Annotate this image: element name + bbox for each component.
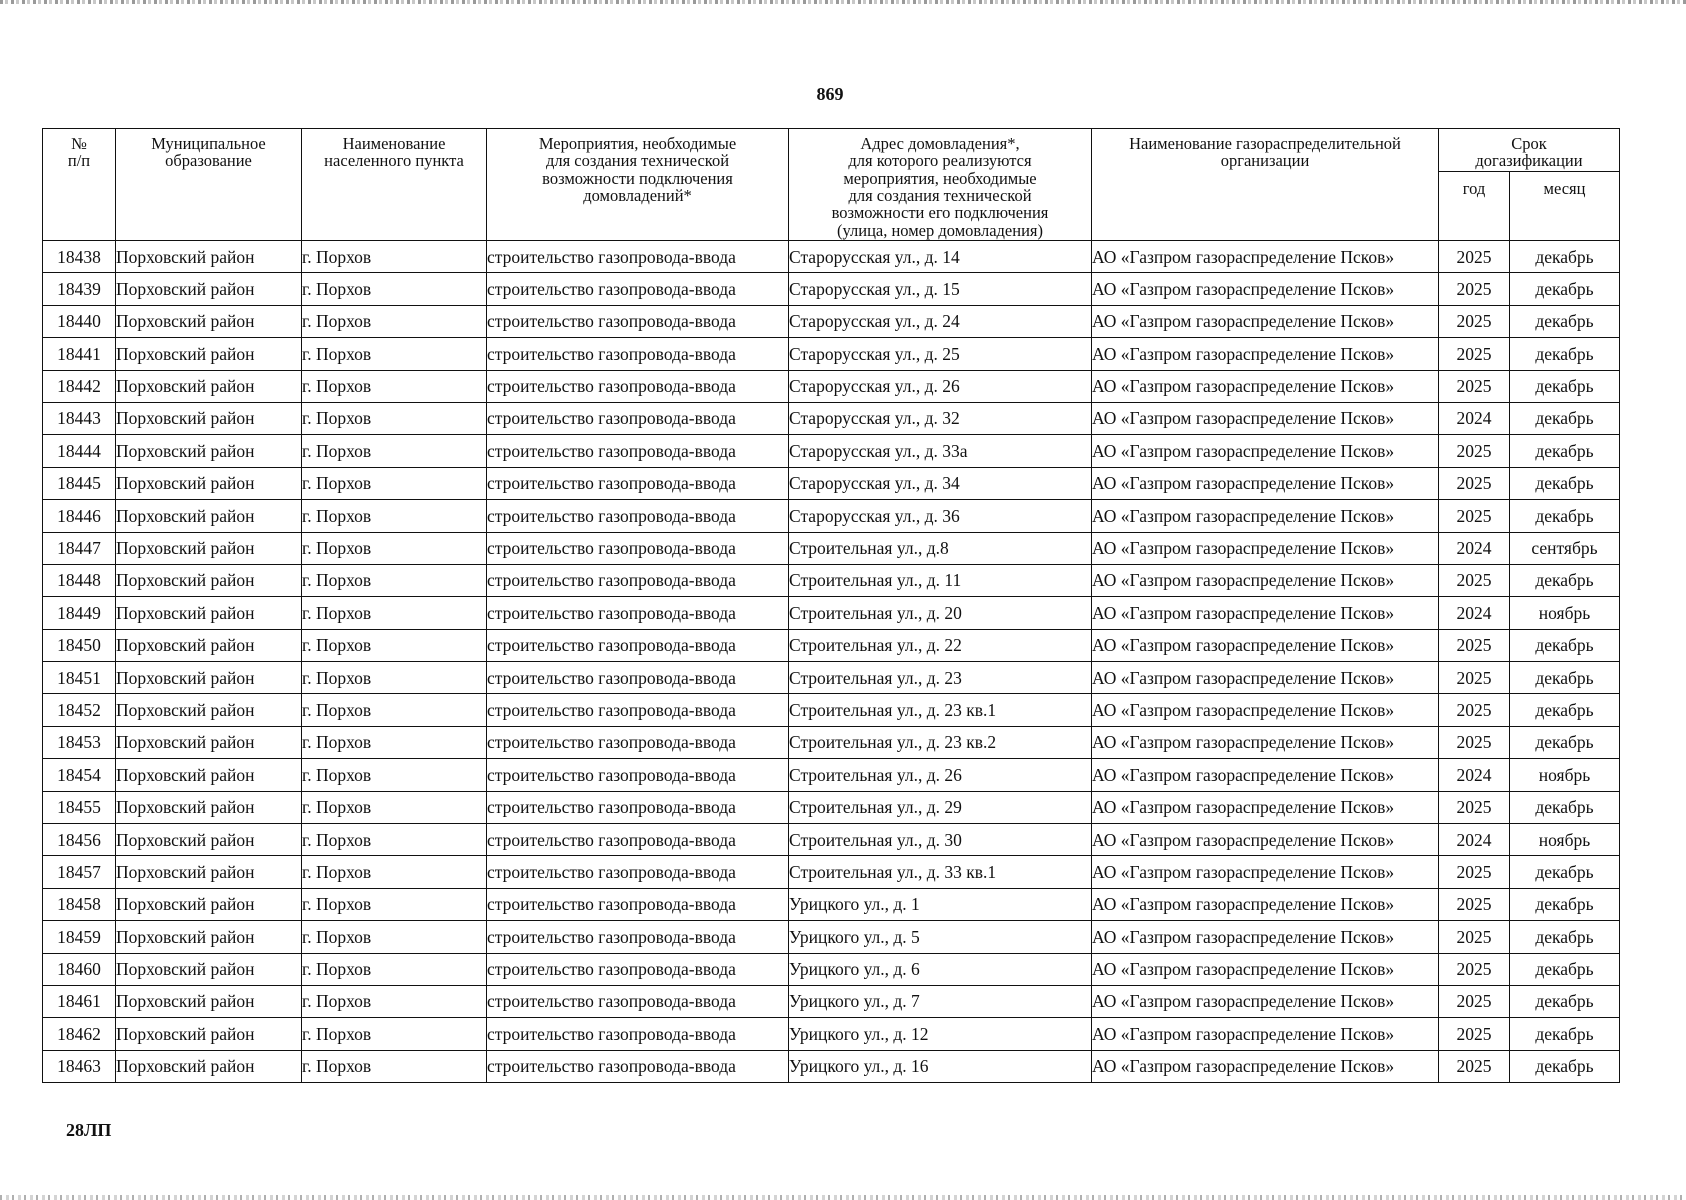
cell-month: декабрь: [1510, 370, 1620, 402]
header-settlement: [302, 129, 487, 241]
cell-address: Строительная ул., д. 23 кв.1: [789, 694, 1092, 726]
cell-organization: АО «Газпром газораспределение Псков»: [1092, 500, 1439, 532]
scan-edge-top: [0, 0, 1686, 4]
cell-settlement: г. Порхов: [302, 759, 487, 791]
cell-organization: АО «Газпром газораспределение Псков»: [1092, 726, 1439, 758]
cell-activity: строительство газопровода-ввода: [487, 597, 789, 629]
table-row: [43, 402, 1620, 434]
header-year: год: [1439, 172, 1510, 241]
cell-activity: строительство газопровода-ввода: [487, 402, 789, 434]
header-activities: [487, 129, 789, 241]
cell-year: 2025: [1439, 273, 1510, 305]
cell-municipality: Порховский район: [116, 1050, 302, 1082]
cell-activity: строительство газопровода-ввода: [487, 888, 789, 920]
cell-organization: АО «Газпром газораспределение Псков»: [1092, 564, 1439, 596]
cell-organization: АО «Газпром газораспределение Псков»: [1092, 824, 1439, 856]
cell-organization: АО «Газпром газораспределение Псков»: [1092, 1018, 1439, 1050]
table-row: [43, 694, 1620, 726]
cell-settlement: г. Порхов: [302, 662, 487, 694]
cell-municipality: Порховский район: [116, 1018, 302, 1050]
cell-settlement: г. Порхов: [302, 888, 487, 920]
cell-organization: АО «Газпром газораспределение Псков»: [1092, 791, 1439, 823]
cell-organization: АО «Газпром газораспределение Псков»: [1092, 338, 1439, 370]
cell-num: 18446: [43, 500, 116, 532]
cell-num: 18450: [43, 629, 116, 661]
cell-settlement: г. Порхов: [302, 500, 487, 532]
cell-activity: строительство газопровода-ввода: [487, 694, 789, 726]
header-organization-label: Наименование газораспределительной организации: [1129, 134, 1401, 171]
table-row: [43, 338, 1620, 370]
cell-municipality: Порховский район: [116, 694, 302, 726]
cell-municipality: Порховский район: [116, 824, 302, 856]
table-row: [43, 597, 1620, 629]
cell-num: 18438: [43, 241, 116, 273]
cell-month: декабрь: [1510, 629, 1620, 661]
cell-year: 2025: [1439, 1018, 1510, 1050]
cell-address: Урицкого ул., д. 1: [789, 888, 1092, 920]
gasification-table: [42, 128, 1620, 1083]
header-address: [789, 129, 1092, 241]
cell-organization: АО «Газпром газораспределение Псков»: [1092, 241, 1439, 273]
table-row: [43, 435, 1620, 467]
cell-month: декабрь: [1510, 662, 1620, 694]
header-address-label: Адрес домовладения*, для которого реализуются мероприятия, необходимые для создания технической возможности его подключения (улица, номер домовладения): [831, 134, 1049, 240]
cell-month: декабрь: [1510, 435, 1620, 467]
cell-month: декабрь: [1510, 305, 1620, 337]
cell-activity: строительство газопровода-ввода: [487, 338, 789, 370]
cell-year: 2025: [1439, 726, 1510, 758]
cell-organization: АО «Газпром газораспределение Псков»: [1092, 402, 1439, 434]
cell-settlement: г. Порхов: [302, 856, 487, 888]
cell-year: 2025: [1439, 629, 1510, 661]
cell-activity: строительство газопровода-ввода: [487, 241, 789, 273]
table-row: [43, 759, 1620, 791]
cell-month: декабрь: [1510, 402, 1620, 434]
cell-year: 2024: [1439, 532, 1510, 564]
cell-organization: АО «Газпром газораспределение Псков»: [1092, 629, 1439, 661]
cell-num: 18455: [43, 791, 116, 823]
table-row: [43, 985, 1620, 1017]
cell-num: 18440: [43, 305, 116, 337]
cell-organization: АО «Газпром газораспределение Псков»: [1092, 532, 1439, 564]
cell-month: ноябрь: [1510, 759, 1620, 791]
cell-address: Урицкого ул., д. 12: [789, 1018, 1092, 1050]
cell-month: декабрь: [1510, 791, 1620, 823]
header-deadline-label: Срок догазификации: [1475, 134, 1583, 171]
cell-year: 2025: [1439, 1050, 1510, 1082]
cell-year: 2025: [1439, 662, 1510, 694]
cell-organization: АО «Газпром газораспределение Псков»: [1092, 273, 1439, 305]
cell-month: декабрь: [1510, 338, 1620, 370]
cell-month: ноябрь: [1510, 824, 1620, 856]
header-municipality: [116, 129, 302, 241]
cell-num: 18456: [43, 824, 116, 856]
cell-address: Старорусская ул., д. 32: [789, 402, 1092, 434]
cell-settlement: г. Порхов: [302, 467, 487, 499]
cell-municipality: Порховский район: [116, 564, 302, 596]
cell-month: декабрь: [1510, 1018, 1620, 1050]
cell-month: декабрь: [1510, 241, 1620, 273]
cell-address: Урицкого ул., д. 6: [789, 953, 1092, 985]
cell-year: 2024: [1439, 824, 1510, 856]
cell-activity: строительство газопровода-ввода: [487, 370, 789, 402]
cell-settlement: г. Порхов: [302, 694, 487, 726]
cell-activity: строительство газопровода-ввода: [487, 564, 789, 596]
table-header: [43, 129, 1620, 241]
header-num: [43, 129, 116, 241]
cell-address: Строительная ул., д. 33 кв.1: [789, 856, 1092, 888]
cell-organization: АО «Газпром газораспределение Псков»: [1092, 435, 1439, 467]
cell-organization: АО «Газпром газораспределение Псков»: [1092, 985, 1439, 1017]
cell-settlement: г. Порхов: [302, 532, 487, 564]
cell-settlement: г. Порхов: [302, 953, 487, 985]
cell-address: Строительная ул., д. 26: [789, 759, 1092, 791]
cell-address: Строительная ул., д. 20: [789, 597, 1092, 629]
cell-num: 18448: [43, 564, 116, 596]
cell-activity: строительство газопровода-ввода: [487, 824, 789, 856]
cell-year: 2025: [1439, 985, 1510, 1017]
cell-activity: строительство газопровода-ввода: [487, 953, 789, 985]
cell-address: Строительная ул., д. 23: [789, 662, 1092, 694]
table-row: [43, 953, 1620, 985]
cell-activity: строительство газопровода-ввода: [487, 1018, 789, 1050]
cell-activity: строительство газопровода-ввода: [487, 467, 789, 499]
cell-year: 2025: [1439, 338, 1510, 370]
table-row: [43, 662, 1620, 694]
page-number: 869: [816, 84, 844, 104]
cell-year: 2025: [1439, 435, 1510, 467]
table-row: [43, 921, 1620, 953]
cell-organization: АО «Газпром газораспределение Псков»: [1092, 467, 1439, 499]
cell-address: Старорусская ул., д. 26: [789, 370, 1092, 402]
cell-year: 2025: [1439, 694, 1510, 726]
cell-address: Строительная ул., д.8: [789, 532, 1092, 564]
cell-municipality: Порховский район: [116, 338, 302, 370]
cell-settlement: г. Порхов: [302, 305, 487, 337]
cell-month: декабрь: [1510, 985, 1620, 1017]
cell-address: Строительная ул., д. 11: [789, 564, 1092, 596]
cell-municipality: Порховский район: [116, 435, 302, 467]
cell-address: Старорусская ул., д. 24: [789, 305, 1092, 337]
cell-address: Урицкого ул., д. 16: [789, 1050, 1092, 1082]
cell-activity: строительство газопровода-ввода: [487, 791, 789, 823]
cell-address: Урицкого ул., д. 5: [789, 921, 1092, 953]
cell-year: 2025: [1439, 791, 1510, 823]
cell-settlement: г. Порхов: [302, 597, 487, 629]
cell-year: 2025: [1439, 921, 1510, 953]
header-month: месяц: [1510, 172, 1620, 241]
header-organization: [1092, 129, 1439, 241]
table-body: [43, 241, 1620, 1083]
cell-year: 2025: [1439, 241, 1510, 273]
table-row: [43, 564, 1620, 596]
cell-num: 18451: [43, 662, 116, 694]
cell-activity: строительство газопровода-ввода: [487, 985, 789, 1017]
cell-address: Старорусская ул., д. 25: [789, 338, 1092, 370]
cell-month: декабрь: [1510, 500, 1620, 532]
cell-num: 18461: [43, 985, 116, 1017]
cell-activity: строительство газопровода-ввода: [487, 662, 789, 694]
cell-municipality: Порховский район: [116, 370, 302, 402]
header-municipality-label: Муниципальное образование: [151, 134, 266, 171]
cell-municipality: Порховский район: [116, 921, 302, 953]
cell-municipality: Порховский район: [116, 467, 302, 499]
cell-month: декабрь: [1510, 1050, 1620, 1082]
cell-year: 2025: [1439, 467, 1510, 499]
cell-num: 18447: [43, 532, 116, 564]
table-row: [43, 467, 1620, 499]
cell-settlement: г. Порхов: [302, 338, 487, 370]
cell-num: 18459: [43, 921, 116, 953]
cell-year: 2025: [1439, 888, 1510, 920]
table-row: [43, 1018, 1620, 1050]
header-num-label: № п/п: [67, 134, 91, 171]
cell-activity: строительство газопровода-ввода: [487, 856, 789, 888]
cell-municipality: Порховский район: [116, 402, 302, 434]
cell-year: 2025: [1439, 305, 1510, 337]
table-row: [43, 726, 1620, 758]
table-row: [43, 1050, 1620, 1082]
table-row: [43, 273, 1620, 305]
cell-settlement: г. Порхов: [302, 564, 487, 596]
cell-month: ноябрь: [1510, 597, 1620, 629]
cell-municipality: Порховский район: [116, 532, 302, 564]
cell-activity: строительство газопровода-ввода: [487, 500, 789, 532]
cell-activity: строительство газопровода-ввода: [487, 759, 789, 791]
cell-settlement: г. Порхов: [302, 370, 487, 402]
cell-settlement: г. Порхов: [302, 791, 487, 823]
table-row: [43, 856, 1620, 888]
cell-num: 18441: [43, 338, 116, 370]
cell-settlement: г. Порхов: [302, 273, 487, 305]
cell-address: Строительная ул., д. 23 кв.2: [789, 726, 1092, 758]
footer-code: 28ЛП: [66, 1120, 112, 1140]
scan-edge-bottom: [0, 1195, 1686, 1200]
cell-num: 18453: [43, 726, 116, 758]
table-row: [43, 532, 1620, 564]
cell-month: декабрь: [1510, 694, 1620, 726]
cell-settlement: г. Порхов: [302, 629, 487, 661]
cell-num: 18439: [43, 273, 116, 305]
cell-month: декабрь: [1510, 856, 1620, 888]
cell-organization: АО «Газпром газораспределение Псков»: [1092, 856, 1439, 888]
cell-num: 18458: [43, 888, 116, 920]
cell-year: 2025: [1439, 564, 1510, 596]
cell-year: 2024: [1439, 597, 1510, 629]
cell-num: 18449: [43, 597, 116, 629]
cell-settlement: г. Порхов: [302, 402, 487, 434]
cell-settlement: г. Порхов: [302, 985, 487, 1017]
cell-settlement: г. Порхов: [302, 1018, 487, 1050]
cell-municipality: Порховский район: [116, 856, 302, 888]
cell-activity: строительство газопровода-ввода: [487, 435, 789, 467]
cell-activity: строительство газопровода-ввода: [487, 726, 789, 758]
cell-num: 18462: [43, 1018, 116, 1050]
cell-num: 18460: [43, 953, 116, 985]
cell-organization: АО «Газпром газораспределение Псков»: [1092, 597, 1439, 629]
cell-activity: строительство газопровода-ввода: [487, 273, 789, 305]
cell-municipality: Порховский район: [116, 953, 302, 985]
cell-month: декабрь: [1510, 273, 1620, 305]
table-row: [43, 629, 1620, 661]
cell-activity: строительство газопровода-ввода: [487, 1050, 789, 1082]
table-row: [43, 824, 1620, 856]
cell-municipality: Порховский район: [116, 985, 302, 1017]
cell-year: 2024: [1439, 759, 1510, 791]
cell-num: 18445: [43, 467, 116, 499]
cell-month: сентябрь: [1510, 532, 1620, 564]
header-deadline: [1439, 129, 1620, 172]
table-row: [43, 888, 1620, 920]
cell-municipality: Порховский район: [116, 759, 302, 791]
cell-organization: АО «Газпром газораспределение Псков»: [1092, 305, 1439, 337]
cell-month: декабрь: [1510, 564, 1620, 596]
cell-organization: АО «Газпром газораспределение Псков»: [1092, 370, 1439, 402]
cell-organization: АО «Газпром газораспределение Псков»: [1092, 759, 1439, 791]
cell-municipality: Порховский район: [116, 273, 302, 305]
cell-address: Старорусская ул., д. 15: [789, 273, 1092, 305]
cell-settlement: г. Порхов: [302, 921, 487, 953]
cell-activity: строительство газопровода-ввода: [487, 629, 789, 661]
cell-year: 2024: [1439, 402, 1510, 434]
cell-address: Старорусская ул., д. 36: [789, 500, 1092, 532]
cell-organization: АО «Газпром газораспределение Псков»: [1092, 888, 1439, 920]
cell-settlement: г. Порхов: [302, 241, 487, 273]
cell-num: 18454: [43, 759, 116, 791]
cell-organization: АО «Газпром газораспределение Псков»: [1092, 1050, 1439, 1082]
cell-address: Урицкого ул., д. 7: [789, 985, 1092, 1017]
cell-year: 2025: [1439, 856, 1510, 888]
cell-organization: АО «Газпром газораспределение Псков»: [1092, 662, 1439, 694]
cell-month: декабрь: [1510, 921, 1620, 953]
cell-address: Старорусская ул., д. 33а: [789, 435, 1092, 467]
cell-num: 18457: [43, 856, 116, 888]
cell-municipality: Порховский район: [116, 597, 302, 629]
cell-num: 18442: [43, 370, 116, 402]
cell-municipality: Порховский район: [116, 629, 302, 661]
cell-month: декабрь: [1510, 953, 1620, 985]
cell-month: декабрь: [1510, 726, 1620, 758]
cell-num: 18443: [43, 402, 116, 434]
cell-year: 2025: [1439, 370, 1510, 402]
cell-address: Строительная ул., д. 29: [789, 791, 1092, 823]
header-settlement-label: Наименование населенного пункта: [324, 134, 464, 171]
cell-address: Старорусская ул., д. 34: [789, 467, 1092, 499]
cell-municipality: Порховский район: [116, 305, 302, 337]
cell-organization: АО «Газпром газораспределение Псков»: [1092, 694, 1439, 726]
cell-num: 18463: [43, 1050, 116, 1082]
cell-settlement: г. Порхов: [302, 824, 487, 856]
cell-month: декабрь: [1510, 888, 1620, 920]
cell-activity: строительство газопровода-ввода: [487, 305, 789, 337]
cell-num: 18452: [43, 694, 116, 726]
cell-num: 18444: [43, 435, 116, 467]
cell-settlement: г. Порхов: [302, 435, 487, 467]
cell-municipality: Порховский район: [116, 241, 302, 273]
cell-address: Строительная ул., д. 22: [789, 629, 1092, 661]
header-activities-label: Мероприятия, необходимые для создания технической возможности подключения домовладений*: [538, 134, 737, 205]
table-row: [43, 500, 1620, 532]
cell-address: Старорусская ул., д. 14: [789, 241, 1092, 273]
cell-address: Строительная ул., д. 30: [789, 824, 1092, 856]
cell-settlement: г. Порхов: [302, 1050, 487, 1082]
cell-activity: строительство газопровода-ввода: [487, 532, 789, 564]
cell-settlement: г. Порхов: [302, 726, 487, 758]
cell-year: 2025: [1439, 500, 1510, 532]
cell-organization: АО «Газпром газораспределение Псков»: [1092, 921, 1439, 953]
cell-municipality: Порховский район: [116, 500, 302, 532]
cell-month: декабрь: [1510, 467, 1620, 499]
table-row: [43, 791, 1620, 823]
cell-municipality: Порховский район: [116, 726, 302, 758]
cell-organization: АО «Газпром газораспределение Псков»: [1092, 953, 1439, 985]
table-row: [43, 305, 1620, 337]
cell-municipality: Порховский район: [116, 791, 302, 823]
table-row: [43, 370, 1620, 402]
cell-activity: строительство газопровода-ввода: [487, 921, 789, 953]
cell-year: 2025: [1439, 953, 1510, 985]
table-row: [43, 241, 1620, 273]
cell-municipality: Порховский район: [116, 662, 302, 694]
cell-municipality: Порховский район: [116, 888, 302, 920]
